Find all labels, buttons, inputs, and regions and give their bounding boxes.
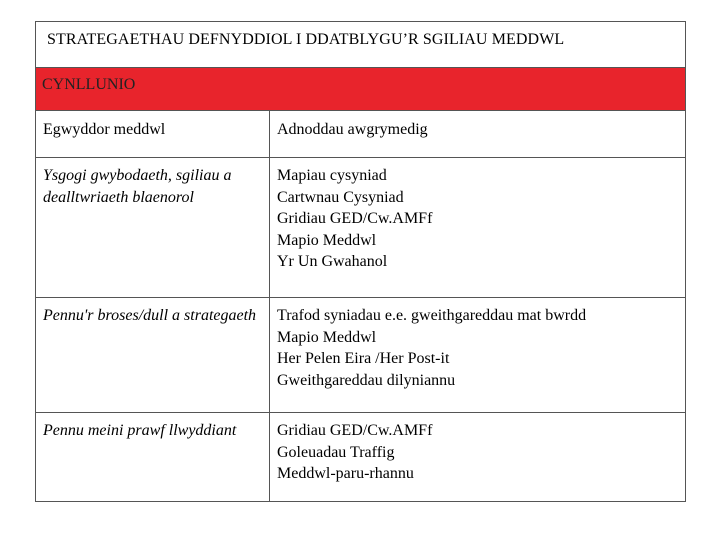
tools-cell [270,158,686,298]
tool-item: Mapio Meddwl [277,328,377,346]
tool-item: Meddwl-paru-rhannu [277,465,414,482]
section-row [36,68,686,111]
tool-item: Mapio Meddwl [277,231,377,249]
table-row [36,413,686,502]
tool-item: Gridiau GED/Cw.AMFf [277,210,433,227]
tool-item: Trafod syniadau e.e. gweithgareddau mat bwrdd [277,307,587,324]
table-row [36,158,686,298]
principle-cell [36,158,270,298]
principle-column-header: Egwyddor meddwl [36,111,270,158]
tool-item: Gridiau GED/Cw.AMFf [277,422,433,439]
column-header-row [36,111,686,158]
section-heading: CYNLLUNIO [36,68,686,111]
tool-item: Cartwnau Cysyniad [277,188,404,206]
tool-item: Yr Un Gwahanol [277,253,388,270]
principle-text: Pennu'r broses/dull a strategaeth [43,307,257,324]
principle-cell [36,413,270,502]
tools-cell [270,298,686,413]
principle-text: Ysgogi gwybodaeth, sgiliau a dealltwriaeth blaenorol [43,167,232,206]
document-title: STRATEGAETHAU DEFNYDDIOL I DDATBLYGU’R SGILIAU MEDDWL [36,22,686,68]
tool-item: Gweithgareddau dilyniannu [277,371,456,389]
principle-text: Pennu meini prawf llwyddiant [43,422,237,439]
tool-item: Goleuadau Traffig [277,443,395,461]
tools-cell [270,413,686,502]
table-row [36,298,686,413]
tool-item: Her Pelen Eira /Her Post-it [277,350,450,367]
tool-item: Mapiau cysyniad [277,167,387,184]
tools-column-header: Adnoddau awgrymedig [270,111,686,158]
strategies-table [35,21,686,502]
title-row [36,22,686,68]
principle-cell [36,298,270,413]
